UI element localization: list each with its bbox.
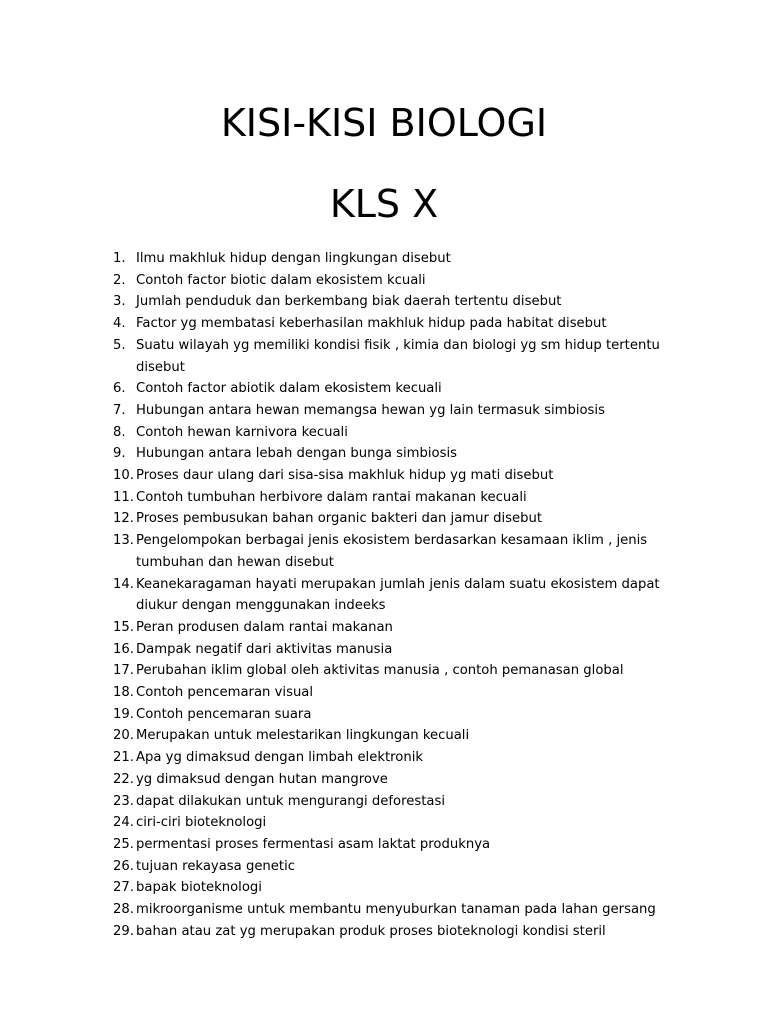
question-text: tujuan rekayasa genetic bbox=[136, 858, 295, 874]
list-item bbox=[0, 378, 768, 400]
question-text: Hubungan antara lebah dengan bunga simbiosis bbox=[136, 446, 457, 462]
question-text: Contoh factor abiotik dalam ekosistem kecuali bbox=[136, 381, 442, 397]
list-item bbox=[0, 617, 768, 639]
page-subtitle: KLS X bbox=[329, 182, 439, 226]
question-number: 26. bbox=[113, 858, 134, 874]
list-item bbox=[0, 508, 768, 530]
question-text: permentasi proses fermentasi asam laktat produknya bbox=[136, 836, 491, 852]
list-item bbox=[0, 487, 768, 509]
question-text: dapat dilakukan untuk mengurangi deforestasi bbox=[136, 793, 445, 809]
question-number: 22. bbox=[113, 771, 134, 787]
question-text: Apa yg dimaksud dengan limbah elektronik bbox=[136, 750, 424, 766]
question-number: 2. bbox=[113, 272, 126, 288]
question-text: Contoh pencemaran visual bbox=[136, 685, 314, 701]
question-number: 21. bbox=[113, 750, 134, 766]
list-item bbox=[0, 921, 768, 943]
list-item bbox=[0, 639, 768, 661]
list-item bbox=[0, 747, 768, 769]
list-item bbox=[0, 725, 768, 747]
question-text: Perubahan iklim global oleh aktivitas manusia , contoh pemanasan global bbox=[136, 663, 624, 679]
list-item bbox=[0, 769, 768, 791]
list-item bbox=[0, 400, 768, 422]
question-number: 3. bbox=[113, 294, 126, 310]
question-number: 12. bbox=[113, 511, 134, 527]
question-text: bahan atau zat yg merupakan produk proses bioteknologi kondisi steril bbox=[136, 923, 606, 939]
question-number: 27. bbox=[113, 880, 134, 896]
question-text: Contoh factor biotic dalam ekosistem kcuali bbox=[136, 272, 426, 288]
question-number: 19. bbox=[113, 706, 134, 722]
list-item bbox=[0, 574, 768, 617]
list-item bbox=[0, 465, 768, 487]
list-item bbox=[0, 877, 768, 899]
question-number: 4. bbox=[113, 316, 126, 332]
question-text: Suatu wilayah yg memiliki kondisi fisik , kimia dan biologi yg sm hidup tertentu disebut bbox=[136, 337, 660, 375]
question-list bbox=[0, 248, 768, 943]
list-item bbox=[0, 856, 768, 878]
question-text: yg dimaksud dengan hutan mangrove bbox=[136, 771, 388, 787]
question-text: Jumlah penduduk dan berkembang biak daerah tertentu disebut bbox=[136, 294, 562, 310]
question-number: 20. bbox=[113, 728, 134, 744]
question-text: Proses daur ulang dari sisa-sisa makhluk hidup yg mati disebut bbox=[136, 468, 554, 484]
question-text: Peran produsen dalam rantai makanan bbox=[136, 619, 393, 635]
question-text: Contoh hewan karnivora kecuali bbox=[136, 424, 348, 440]
list-item bbox=[0, 899, 768, 921]
list-item bbox=[0, 530, 768, 573]
list-item bbox=[0, 791, 768, 813]
question-text: ciri-ciri bioteknologi bbox=[136, 815, 267, 831]
list-item bbox=[0, 248, 768, 270]
question-number: 9. bbox=[113, 446, 126, 462]
question-text: Contoh pencemaran suara bbox=[136, 706, 312, 722]
question-number: 14. bbox=[113, 576, 134, 592]
list-item bbox=[0, 834, 768, 856]
list-item bbox=[0, 291, 768, 313]
question-number: 28. bbox=[113, 902, 134, 918]
question-text: Dampak negatif dari aktivitas manusia bbox=[136, 641, 393, 657]
page-title: KISI-KISI BIOLOGI bbox=[220, 101, 548, 145]
question-number: 10. bbox=[113, 468, 134, 484]
question-text: Factor yg membatasi keberhasilan makhluk hidup pada habitat disebut bbox=[136, 316, 607, 332]
question-text: Proses pembusukan bahan organic bakteri dan jamur disebut bbox=[136, 511, 543, 527]
question-number: 23. bbox=[113, 793, 134, 809]
list-item bbox=[0, 812, 768, 834]
question-number: 11. bbox=[113, 489, 134, 505]
question-text: bapak bioteknologi bbox=[136, 880, 262, 896]
question-text: Ilmu makhluk hidup dengan lingkungan disebut bbox=[136, 251, 451, 266]
question-text: Contoh tumbuhan herbivore dalam rantai makanan kecuali bbox=[136, 489, 527, 505]
question-text: mikroorganisme untuk membantu menyuburkan tanaman pada lahan gersang bbox=[136, 902, 656, 918]
question-number: 6. bbox=[113, 381, 126, 397]
list-item bbox=[0, 682, 768, 704]
list-item bbox=[0, 660, 768, 682]
list-item bbox=[0, 270, 768, 292]
list-item bbox=[0, 313, 768, 335]
question-number: 1. bbox=[113, 251, 126, 266]
question-number: 5. bbox=[113, 337, 126, 353]
question-number: 24. bbox=[113, 815, 134, 831]
question-number: 13. bbox=[113, 533, 134, 549]
question-number: 25. bbox=[113, 836, 134, 852]
question-number: 17. bbox=[113, 663, 134, 679]
question-text: Hubungan antara hewan memangsa hewan yg lain termasuk simbiosis bbox=[136, 402, 605, 418]
list-item bbox=[0, 704, 768, 726]
question-number: 7. bbox=[113, 402, 126, 418]
list-item bbox=[0, 422, 768, 444]
question-text: Merupakan untuk melestarikan lingkungan kecuali bbox=[136, 728, 470, 744]
question-number: 16. bbox=[113, 641, 134, 657]
question-text: Keanekaragaman hayati merupakan jumlah jenis dalam suatu ekosistem dapat diukur dengan menggunakan indeeks bbox=[136, 576, 660, 614]
list-item bbox=[0, 335, 768, 378]
list-item bbox=[0, 443, 768, 465]
question-text: Pengelompokan berbagai jenis ekosistem berdasarkan kesamaan iklim , jenis tumbuhan dan hewan disebut bbox=[136, 533, 648, 570]
question-number: 15. bbox=[113, 619, 134, 635]
question-number: 18. bbox=[113, 685, 134, 701]
question-number: 29. bbox=[113, 923, 134, 939]
question-number: 8. bbox=[113, 424, 126, 440]
